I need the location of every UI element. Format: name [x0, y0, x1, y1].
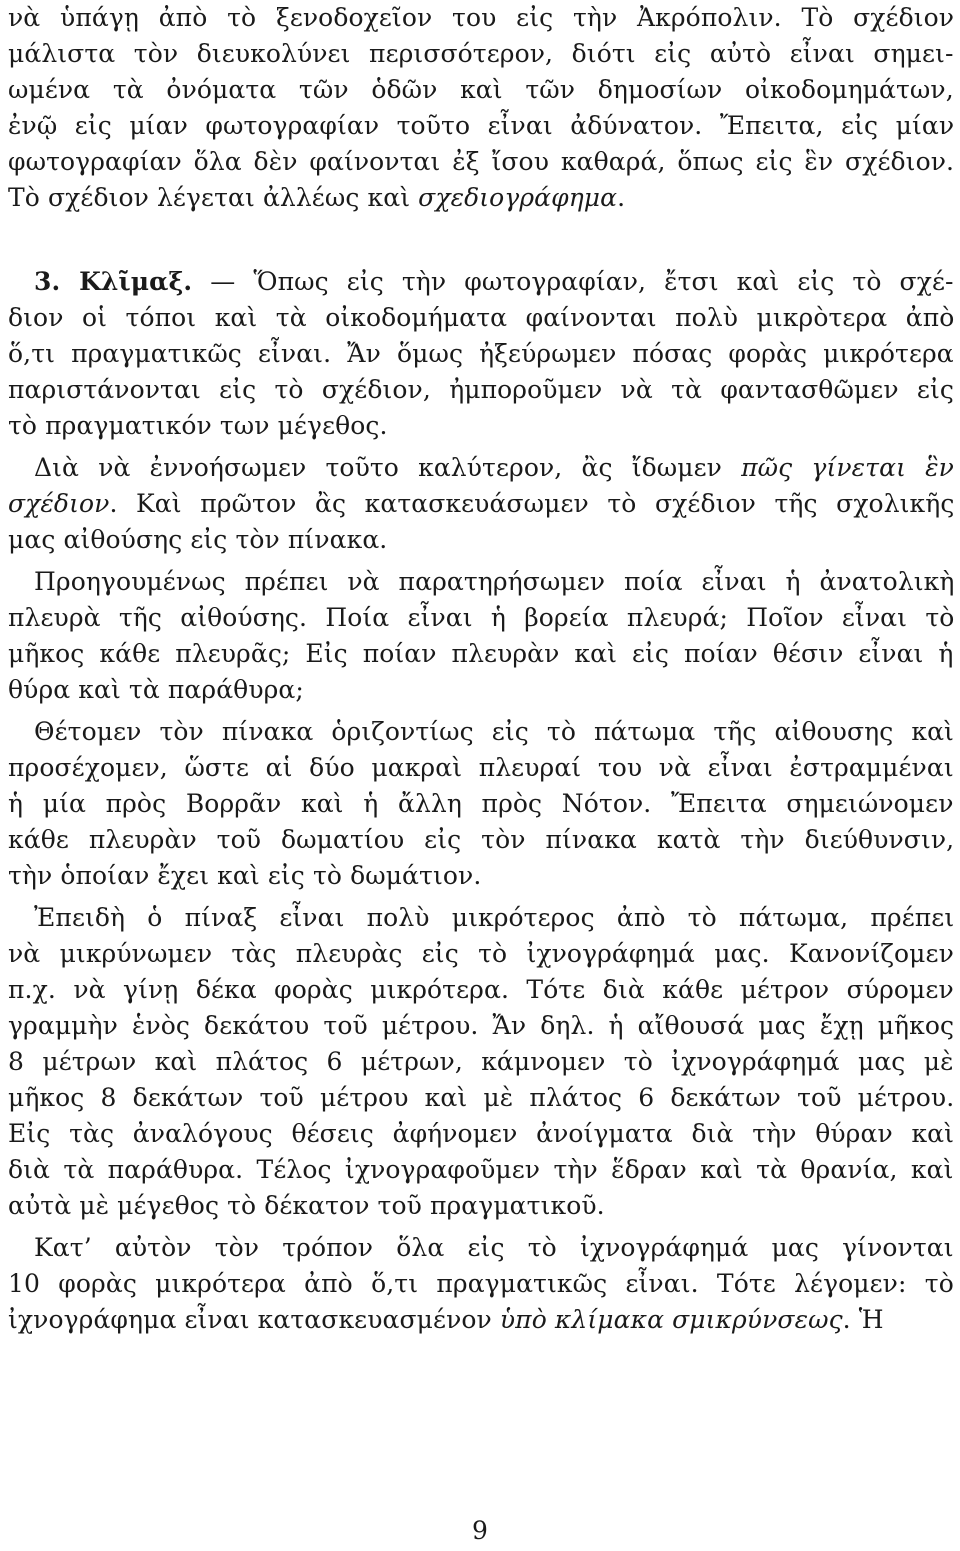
- text-line: [8, 936, 954, 972]
- text-run: κάθε πλευρὰν τοῦ δωματίου εἰς τὸν πίνακα κατὰ τὴν διεύθυνσιν,: [8, 825, 955, 854]
- text-line: [8, 600, 954, 636]
- text-run: μάλιστα τὸν διευκολύνει περισσότερον, διότι εἰς αὐτὸ εἶναι σημει-: [8, 39, 954, 68]
- text-run: γραμμὴν ἑνὸς δεκάτου τοῦ μέτρου. Ἄν δηλ. ἡ αἴθουσά μας ἔχῃ μῆκος: [8, 1011, 955, 1040]
- text-run: Κατ’ αὐτὸν τὸν τρόπον ὅλα εἰς τὸ ἰχνογράφημά μας γίνονται: [34, 1233, 954, 1262]
- italic-text: πῶς γίνεται ἓν: [741, 453, 954, 482]
- text-line: [34, 264, 954, 300]
- text-run: διὰ τὰ παράθυρα. Τέλος ἰχνογραφοῦμεν τὴν ἕδραν καὶ τὰ θρανία, καὶ: [8, 1155, 954, 1184]
- text-line: [34, 1230, 954, 1266]
- text-run: νὰ μικρύνωμεν τὰς πλευρὰς εἰς τὸ ἰχνογράφημά μας. Κανονίζομεν: [8, 939, 954, 968]
- text-run: . Ἡ: [842, 1305, 884, 1334]
- text-run: αὐτὰ μὲ μέγεθος τὸ δέκατον τοῦ πραγματικοῦ.: [8, 1191, 605, 1220]
- text-line: [8, 786, 954, 822]
- text-line: [8, 822, 954, 858]
- text-line: [8, 672, 304, 708]
- text-run: παριστάνονται εἰς τὸ σχέδιον, ἠμποροῦμεν νὰ τὰ φαντασθῶμεν εἰς: [8, 375, 954, 404]
- text-line: [8, 336, 954, 372]
- text-run: ωμένα τὰ ὀνόματα τῶν ὁδῶν καὶ τῶν δημοσίων οἰκοδομημάτων,: [8, 75, 954, 104]
- text-line: [8, 108, 954, 144]
- text-run: μῆκος κάθε πλευρᾶς; Εἰς ποίαν πλευρὰν καὶ εἰς ποίαν θέσιν εἶναι ἡ: [8, 639, 954, 668]
- text-run: Προηγουμένως πρέπει νὰ παρατηρήσωμεν ποία εἶναι ἡ ἀνατολικὴ: [34, 567, 955, 596]
- text-line: [8, 1008, 954, 1044]
- text-line: [8, 1302, 884, 1338]
- text-run: — Ὅπως εἰς τὴν φωτογραφίαν, ἔτσι καὶ εἰς τὸ σχέ-: [192, 267, 954, 296]
- text-line: [8, 1152, 954, 1188]
- text-line: [34, 564, 954, 600]
- text-line: [8, 72, 954, 108]
- text-line: [8, 1116, 954, 1152]
- text-line: [8, 1044, 954, 1080]
- text-run: Θέτομεν τὸν πίνακα ὁριζοντίως εἰς τὸ πάτωμα τῆς αἰθουσης καὶ: [34, 717, 954, 746]
- text-line: [8, 144, 954, 180]
- bold-text: 3. Κλῖμαξ.: [34, 267, 193, 296]
- text-run: ἐνῷ εἰς μίαν φωτογραφίαν τοῦτο εἶναι ἀδύνατον. Ἔπειτα, εἰς μίαν: [8, 111, 955, 140]
- text-run: . Καὶ πρῶτον ἂς κατασκευάσωμεν τὸ σχέδιον τῆς σχολικῆς: [109, 489, 955, 518]
- text-run: τὸ πραγματικόν των μέγεθος.: [8, 411, 388, 440]
- text-line: [8, 486, 954, 522]
- text-run: ὅ,τι πραγματικῶς εἶναι. Ἄν ὅμως ἠξεύρωμεν πόσας φορὰς μικρότερα: [8, 339, 954, 368]
- text-run: Ἐπειδὴ ὁ πίναξ εἶναι πολὺ μικρότερος ἀπὸ τὸ πάτωμα, πρέπει: [34, 903, 955, 932]
- text-run: μῆκος 8 δεκάτων τοῦ μέτρου καὶ μὲ πλάτος 6 δεκάτων τοῦ μέτρου.: [8, 1083, 955, 1112]
- text-run: νὰ ὑπάγῃ ἀπὸ τὸ ξενοδοχεῖον του εἰς τὴν Ἀκρόπολιν. Τὸ σχέδιον: [8, 3, 955, 32]
- text-line: [8, 636, 954, 672]
- text-run: ἰχνογράφημα εἶναι κατασκευασμένον: [8, 1305, 500, 1334]
- text-line: [8, 180, 625, 216]
- text-line: [34, 450, 954, 486]
- text-run: Διὰ νὰ ἐννοήσωμεν τοῦτο καλύτερον, ἂς ἴδωμεν: [34, 453, 742, 482]
- text-line: [8, 372, 954, 408]
- text-line: [8, 408, 388, 444]
- italic-text: ὑπὸ κλίμακα σμικρύνσεως: [499, 1305, 843, 1334]
- text-run: προσέχομεν, ὥστε αἱ δύο μακραὶ πλευραί του νὰ εἶναι ἐστραμμέναι: [8, 753, 954, 782]
- text-run: τὴν ὁποίαν ἔχει καὶ εἰς τὸ δωμάτιον.: [8, 861, 482, 890]
- text-run: μας αἰθούσης εἰς τὸν πίνακα.: [8, 525, 388, 554]
- text-line: [34, 900, 954, 936]
- text-run: θύρα καὶ τὰ παράθυρα;: [8, 675, 304, 704]
- text-line: [8, 858, 481, 894]
- text-line: [8, 36, 954, 72]
- text-line: [8, 300, 954, 336]
- text-line: [8, 1080, 954, 1116]
- italic-text: σχέδιον: [8, 489, 110, 518]
- text-run: φωτογραφίαν ὅλα δὲν φαίνονται ἐξ ἴσου καθαρά, ὅπως εἰς ἓν σχέδιον.: [8, 147, 955, 176]
- text-line: [34, 714, 954, 750]
- text-line: [8, 1188, 605, 1224]
- text-line: [8, 750, 954, 786]
- text-line: [8, 0, 954, 36]
- text-line: [8, 522, 387, 558]
- text-run: 10 φορὰς μικρότερα ἀπὸ ὅ,τι πραγματικῶς εἶναι. Τότε λέγομεν: τὸ: [8, 1269, 954, 1298]
- text-run: 8 μέτρων καὶ πλάτος 6 μέτρων, κάμνομεν τὸ ἰχνογράφημά μας μὲ: [8, 1047, 954, 1076]
- text-run: .: [617, 183, 626, 212]
- page-number: 9: [472, 1516, 488, 1545]
- text-line: [8, 1266, 954, 1302]
- text-run: Τὸ σχέδιον λέγεται ἀλλέως καὶ: [8, 183, 419, 212]
- text-run: Εἰς τὰς ἀναλόγους θέσεις ἀφήνομεν ἀνοίγματα διὰ τὴν θύραν καὶ: [8, 1119, 955, 1148]
- text-run: διον οἱ τόποι καὶ τὰ οἰκοδομήματα φαίνονται πολὺ μικρὸτερα ἀπὸ: [8, 303, 955, 332]
- text-line: [8, 972, 954, 1008]
- text-run: πλευρὰ τῆς αἰθούσης. Ποία εἶναι ἡ βορεία πλευρά; Ποῖον εἶναι τὸ: [8, 603, 955, 632]
- text-run: ἡ μία πρὸς Βορρᾶν καὶ ἡ ἄλλη πρὸς Νότον. Ἔπειτα σημειώνομεν: [8, 789, 954, 818]
- italic-text: σχεδιογράφημα: [418, 183, 618, 212]
- text-run: π.χ. νὰ γίνῃ δέκα φορὰς μικρότερα. Τότε διὰ κάθε μέτρον σύρομεν: [8, 975, 954, 1004]
